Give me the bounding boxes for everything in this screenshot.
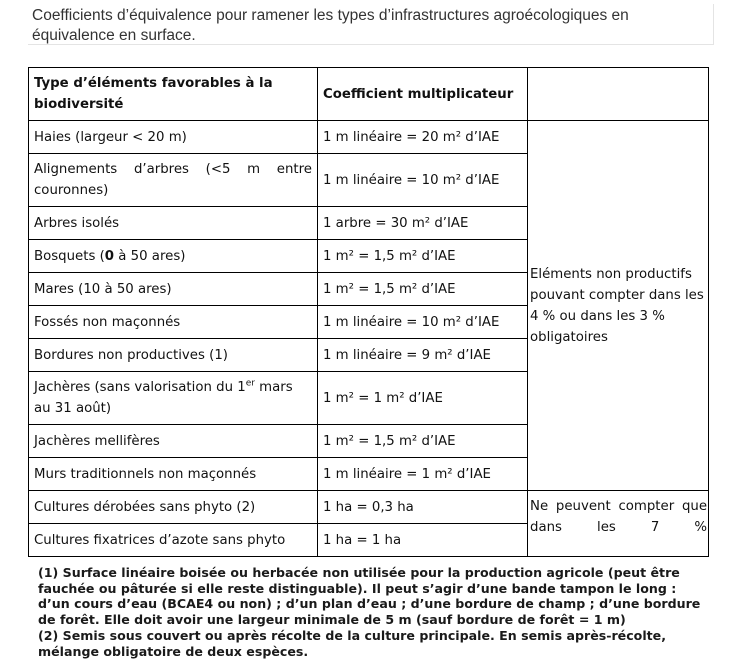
coef-cell: 1 m² = 1,5 m² d’IAE [318, 273, 528, 306]
table-caption: Coefficients d’équivalence pour ramener les types d’infrastructures agroécologiques en équivalence en surface. [28, 4, 714, 45]
type-cell: Jachères (sans valorisation du 1er mars au 31 août) [29, 372, 318, 425]
type-cell: Murs traditionnels non maçonnés [29, 458, 318, 491]
coef-cell: 1 m² = 1,5 m² d’IAE [318, 240, 528, 273]
type-cell: Cultures dérobées sans phyto (2) [29, 491, 318, 524]
type-cell: Fossés non maçonnés [29, 306, 318, 339]
type-cell: Mares (10 à 50 ares) [29, 273, 318, 306]
footnote-1: (1) Surface linéaire boisée ou herbacée non utilisée pour la production agricole (peut être fauchée ou pâturée si elle reste distinguable). Il peut s’agir d’une bande tampon le long : d’un cours d’eau (BCAE4 ou non) ; d’un plan d’eau ; d’une bordure de champ ; d’une bordure de forêt. Elle doit avoir une largeur minimale de 5 m (sauf bordure de forêt = 1 m) [38, 565, 701, 628]
type-cell: Arbres isolés [29, 207, 318, 240]
table-row [29, 121, 709, 154]
footnote-2: (2) Semis sous couvert ou après récolte de la culture principale. En semis après-récolte, mélange obligatoire de deux espèces. [38, 627, 666, 659]
table-row [29, 491, 709, 524]
type-cell: Alignements d’arbres (<5 m entre couronnes) [29, 154, 318, 207]
coef-cell: 1 ha = 0,3 ha [318, 491, 528, 524]
coef-cell: 1 m linéaire = 20 m² d’IAE [318, 121, 528, 154]
table-header-row [29, 68, 709, 121]
header-type: Type d’éléments favorables à la biodiversité [29, 68, 318, 121]
coef-cell: 1 arbre = 30 m² d’IAE [318, 207, 528, 240]
type-cell: Haies (largeur < 20 m) [29, 121, 318, 154]
coef-cell: 1 ha = 1 ha [318, 524, 528, 557]
group-note-seven-percent: Ne peuvent compter que dans les 7 % [528, 491, 709, 557]
type-cell: Cultures fixatrices d’azote sans phyto [29, 524, 318, 557]
footnotes [38, 565, 710, 659]
coef-cell: 1 m linéaire = 10 m² d’IAE [318, 154, 528, 207]
coef-cell: 1 m linéaire = 9 m² d’IAE [318, 339, 528, 372]
type-cell: Jachères mellifères [29, 425, 318, 458]
group-note-non-productive: Eléments non productifs pouvant compter dans les 4 % ou dans les 3 % obligatoires [528, 121, 709, 491]
type-cell: Bosquets (0 à 50 ares) [29, 240, 318, 273]
header-coefficient: Coefficient multiplicateur [318, 68, 528, 121]
coef-cell: 1 m linéaire = 10 m² d’IAE [318, 306, 528, 339]
coefficients-table [28, 67, 709, 557]
type-cell: Bordures non productives (1) [29, 339, 318, 372]
coef-cell: 1 m² = 1,5 m² d’IAE [318, 425, 528, 458]
coef-cell: 1 m² = 1 m² d’IAE [318, 372, 528, 425]
coef-cell: 1 m linéaire = 1 m² d’IAE [318, 458, 528, 491]
header-empty [528, 68, 709, 121]
